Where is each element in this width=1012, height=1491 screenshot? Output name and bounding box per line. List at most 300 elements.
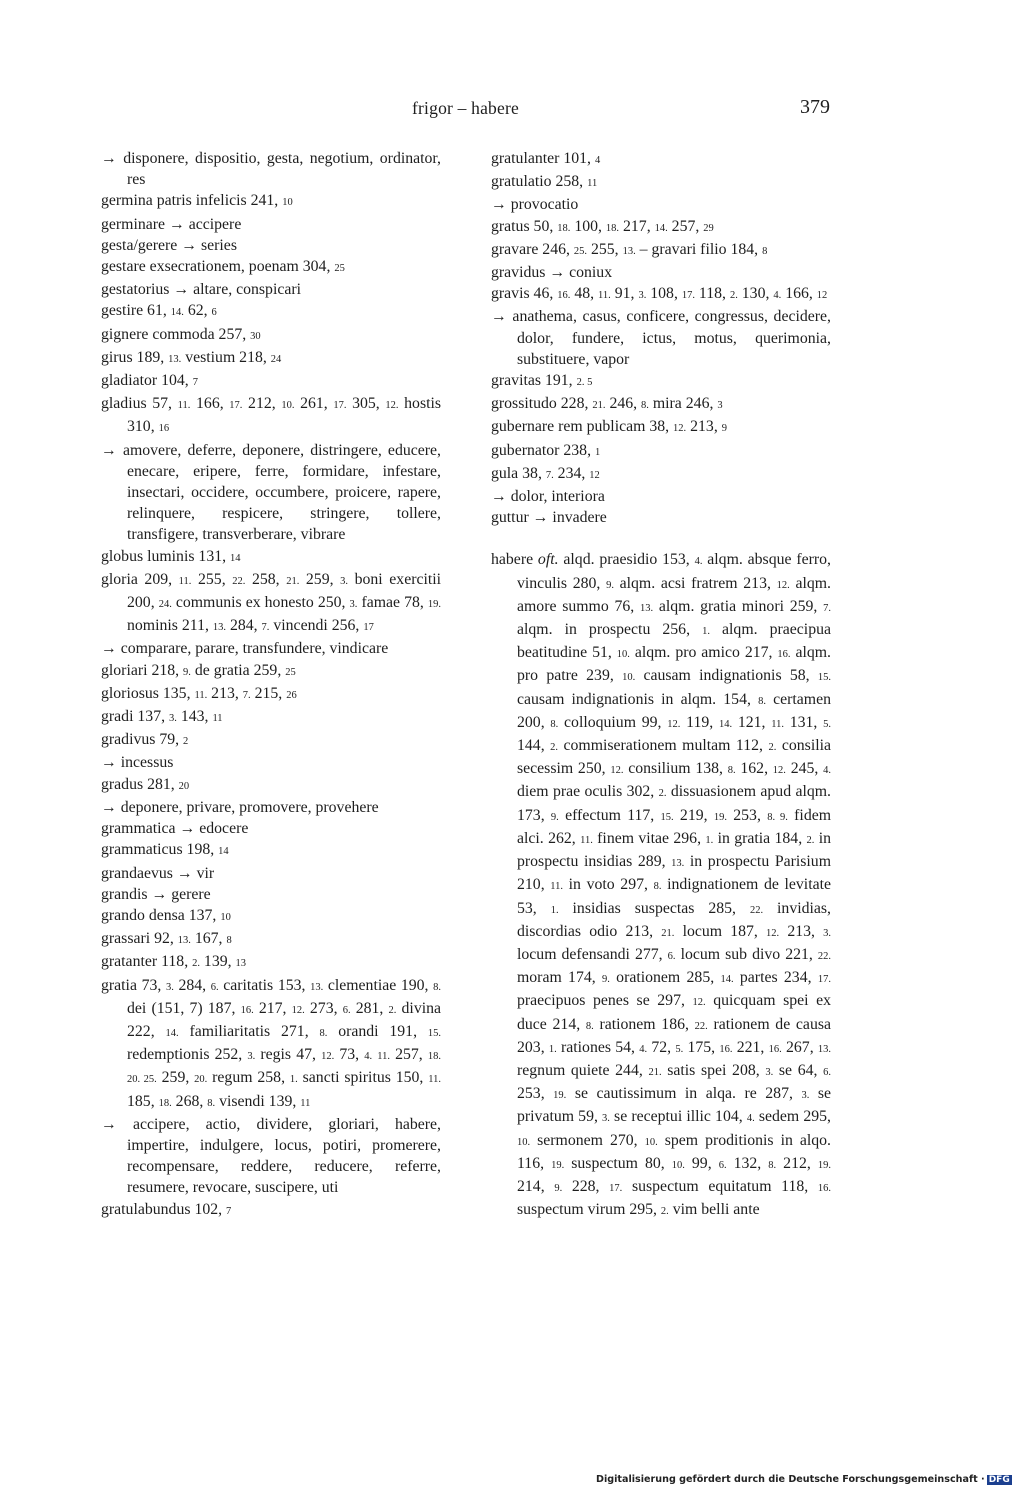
entry-text: nominis 211, <box>127 617 213 635</box>
entry-text: alqd. praesidio 153, <box>558 551 695 569</box>
line-reference: 13. <box>817 1043 832 1055</box>
entry-text: alqm. pro amico 217, <box>629 644 778 662</box>
index-entry <box>101 546 441 569</box>
entry-text: grandis → gerere <box>101 885 211 903</box>
line-reference: 8. 9. <box>767 811 788 823</box>
entry-text: causam indignationis in alqm. 154, <box>517 690 759 708</box>
line-reference: 21. <box>286 575 300 587</box>
line-reference: 3. <box>340 575 349 587</box>
entry-text: se privatum 59, <box>517 1085 832 1126</box>
entry-text: gignere commoda 257, <box>101 325 251 343</box>
entry-text: gubernare rem publicam 38, <box>491 418 674 436</box>
entry-text: in prospectu insidias 289, <box>517 829 831 871</box>
index-entry <box>491 463 831 486</box>
line-reference: 6 <box>211 307 217 319</box>
entry-text: 162, <box>735 760 773 778</box>
line-reference: 2. 5 <box>576 377 593 389</box>
entry-text: grammatica → edocere <box>101 820 249 838</box>
entry-text: gravis 46, <box>491 285 558 303</box>
line-reference: 18. 20. 25. <box>127 1051 441 1086</box>
line-reference: 6. <box>342 1004 351 1016</box>
entry-text: 213, <box>207 684 243 702</box>
line-reference: 12. <box>321 1051 335 1063</box>
line-reference: 29 <box>703 222 714 234</box>
line-reference: 4. <box>639 1043 648 1055</box>
entry-text: se cautissimum in alqa. re 287, <box>566 1085 802 1103</box>
entry-text: 91, <box>610 285 639 303</box>
entry-text: rationes 54, <box>556 1038 640 1056</box>
index-entry <box>491 262 831 283</box>
entry-text: 62, <box>183 302 212 320</box>
index-entry <box>101 324 441 347</box>
entry-text: gloriari 218, <box>101 661 184 679</box>
index-entry <box>491 507 831 528</box>
line-reference: 8. <box>768 1159 777 1171</box>
line-reference: 17 <box>363 622 374 634</box>
entry-text: se receptui illic 104, <box>609 1108 747 1126</box>
entry-text: 228, <box>562 1177 610 1195</box>
line-reference: 30 <box>250 330 261 342</box>
line-reference: 12 <box>816 290 828 302</box>
entry-text: alqm. amore summo 76, <box>517 574 831 615</box>
running-head: frigor – habere <box>412 98 519 118</box>
entry-text: causam indignationis 58, <box>635 667 818 685</box>
entry-text: mira 246, <box>648 395 718 413</box>
entry-text: orationem 285, <box>609 969 721 987</box>
index-entry <box>101 660 441 683</box>
entry-text: gladiator 104, <box>101 372 193 390</box>
entry-text: 118, <box>694 285 730 303</box>
line-reference: 14. <box>720 974 734 986</box>
entry-text: regis 47, <box>255 1046 322 1064</box>
index-entry <box>101 214 441 235</box>
index-entry <box>491 549 831 1222</box>
entry-text: in voto 297, <box>563 876 654 894</box>
entry-text: effectum 117, <box>558 806 661 824</box>
line-reference: 1 <box>594 446 601 458</box>
entry-text: 268, <box>171 1092 208 1110</box>
entry-text: 214, <box>517 1177 555 1195</box>
entry-text: gloria 209, <box>101 570 179 588</box>
dfg-logo: DFG <box>988 1475 1010 1485</box>
entry-text: orandi 191, <box>327 1022 428 1040</box>
entry-text: 221, <box>732 1038 769 1056</box>
line-reference: 2. <box>768 742 777 754</box>
line-reference: 2. <box>192 958 200 970</box>
entry-text: 131, <box>783 713 824 731</box>
entry-text: de gratia 259, <box>190 661 286 679</box>
entry-text: redemptionis 252, <box>127 1046 248 1064</box>
entry-text: 121, <box>732 713 772 731</box>
index-column-left <box>101 148 441 1222</box>
entry-text: 215, <box>250 684 287 702</box>
line-reference: 15. <box>817 672 832 684</box>
line-reference: 11. <box>178 575 192 587</box>
entry-text: oft. <box>537 551 559 569</box>
index-entry <box>101 774 441 797</box>
line-reference: 25. <box>573 245 588 257</box>
entry-text: → amovere, deferre, deponere, distringere, educere, enecare, eripere, ferre, formidare, infestare, insectari, occidere, occumbere, proicere, rapere, relinquere, respicere, stringere, tollere, transfigere, transverberare, vibrare <box>101 441 441 544</box>
line-reference: 16. <box>557 290 571 302</box>
entry-text: grammaticus 198, <box>101 841 219 859</box>
entry-text: familiaritatis 271, <box>178 1022 320 1040</box>
line-reference: 16. <box>817 1182 832 1194</box>
line-reference: 8. <box>758 695 766 707</box>
entry-text: 166, <box>781 285 817 303</box>
line-reference: 10. <box>671 1159 685 1171</box>
line-reference: 25 <box>334 263 345 275</box>
entry-text: rationem 186, <box>593 1015 695 1033</box>
line-reference: 1. <box>548 1043 557 1055</box>
line-reference: 6. <box>718 1159 727 1171</box>
line-reference: 8. <box>319 1027 328 1039</box>
entry-text: communis ex honesto 250, <box>171 594 350 612</box>
index-entry <box>101 797 441 818</box>
line-reference: 3. <box>638 290 647 302</box>
entry-text: regnum quiete 244, <box>517 1061 649 1079</box>
entry-text: gloriosus 135, <box>101 684 195 702</box>
entry-text: sancti spiritus 150, <box>297 1069 429 1087</box>
entry-text: → incessus <box>101 754 174 772</box>
index-entry <box>101 905 441 928</box>
entry-text: hostis 310, <box>127 395 442 436</box>
line-reference: 2. <box>806 834 815 846</box>
entry-text: 108, <box>646 285 682 303</box>
entry-text: 305, <box>346 395 386 413</box>
line-reference: 7. <box>823 602 831 614</box>
line-reference: 6. <box>823 1066 831 1078</box>
entry-text: gratia 73, <box>101 976 166 994</box>
line-reference: 8. <box>727 765 736 777</box>
index-entry <box>101 928 441 951</box>
line-reference: 14. <box>165 1027 179 1039</box>
entry-text: 219, <box>673 806 714 824</box>
entry-text: → deponere, privare, promovere, provehere <box>101 798 379 816</box>
line-reference: 16. <box>240 1004 254 1016</box>
entry-text: alqm. in prospectu 256, <box>517 621 703 639</box>
line-reference: 18. <box>557 222 571 234</box>
entry-text: alqm. absque ferro, vinculis 280, <box>517 551 831 592</box>
entry-text: spem proditionis in alqo. 116, <box>517 1131 832 1172</box>
line-reference: 19. <box>817 1159 831 1171</box>
entry-text: 99, <box>684 1154 719 1172</box>
line-reference: 14. <box>170 307 184 319</box>
entry-text: 258, <box>245 570 287 588</box>
line-reference: 14 <box>230 552 241 564</box>
line-reference: 13. <box>622 245 636 257</box>
entry-text: 253, <box>517 1085 554 1103</box>
line-reference: 12. <box>667 718 681 730</box>
entry-text: sedem 295, <box>754 1108 831 1126</box>
line-reference: 11. <box>194 689 208 701</box>
entry-text: gratulatio 258, <box>491 173 588 191</box>
entry-text: → anathema, casus, conficere, congressus, decidere, dolor, fundere, ictus, motus, querimonia, substituere, vapor <box>491 308 831 368</box>
line-reference: 8. <box>550 718 559 730</box>
line-reference: 20. <box>194 1074 208 1086</box>
index-entry <box>101 393 441 439</box>
entry-text: 166, <box>190 395 230 413</box>
entry-text: clementiae 190, <box>323 976 434 994</box>
entry-text: 245, <box>785 760 824 778</box>
entry-text: 217, <box>619 217 655 235</box>
line-reference: 16. <box>719 1043 733 1055</box>
index-entry <box>101 370 441 393</box>
entry-text: 267, <box>781 1038 818 1056</box>
entry-text: 132, <box>726 1154 769 1172</box>
index-entry <box>491 440 831 463</box>
line-reference: 7 <box>226 1205 232 1217</box>
index-entry <box>101 279 441 300</box>
line-reference: 11. <box>550 881 564 893</box>
entry-text: visendi 139, <box>215 1092 301 1110</box>
index-entry <box>101 863 441 884</box>
line-reference: 17. <box>229 400 243 412</box>
entry-text: 130, <box>737 285 774 303</box>
line-reference: 10. <box>644 1136 658 1148</box>
line-reference: 11. <box>598 290 611 302</box>
line-reference: 11. <box>377 1051 390 1063</box>
entry-text: gradus 281, <box>101 775 179 793</box>
entry-text: locum 187, <box>674 922 767 940</box>
index-entry <box>101 300 441 323</box>
index-column-right <box>491 148 831 1222</box>
index-entry <box>491 393 831 416</box>
entry-text: gradi 137, <box>101 708 170 726</box>
line-reference: 22. <box>232 575 246 587</box>
line-reference: 8. <box>207 1097 216 1109</box>
line-reference: 7 <box>192 377 198 389</box>
entry-text: 259, <box>299 570 341 588</box>
line-reference: 10. <box>517 1136 531 1148</box>
index-entry <box>101 752 441 773</box>
line-reference: 10 <box>282 197 293 209</box>
entry-text: 234, <box>553 464 590 482</box>
entry-text: divina 222, <box>127 999 442 1040</box>
line-reference: 12. <box>692 997 706 1009</box>
entry-text: germina patris infelicis 241, <box>101 192 283 210</box>
entry-text: gravitas 191, <box>491 372 577 390</box>
line-reference: 12. <box>772 765 786 777</box>
entry-text: gestare exsecrationem, poenam 304, <box>101 258 335 276</box>
entry-text: 281, <box>350 999 389 1017</box>
entry-text: praecipuos penes se 297, <box>517 992 693 1010</box>
line-reference: 11 <box>212 713 223 725</box>
line-reference: 3. <box>602 1113 610 1125</box>
index-entry <box>491 148 831 171</box>
line-reference: 20 <box>178 780 190 792</box>
line-reference: 1. <box>702 626 710 638</box>
line-reference: 18. <box>158 1097 172 1109</box>
line-reference: 12 <box>589 469 600 481</box>
index-entry <box>101 638 441 659</box>
line-reference: 11. <box>428 1074 442 1086</box>
entry-text: gratulabundus 102, <box>101 1200 227 1218</box>
index-entry <box>491 239 831 262</box>
entry-text: fidem alci. 262, <box>517 806 832 847</box>
line-reference: 3. <box>169 713 177 725</box>
entry-text: → accipere, actio, dividere, gloriari, habere, impertire, indulgere, locus, potiri, promerere, recompensare, reddere, reducere, referre, resumere, revocare, suscipere, uti <box>101 1115 441 1197</box>
line-reference: 12. <box>776 579 790 591</box>
entry-text: regum 258, <box>207 1069 290 1087</box>
line-reference: 10. <box>622 672 636 684</box>
index-entry <box>101 190 441 213</box>
entry-text: gestatorius → altare, conspicari <box>101 281 302 299</box>
entry-text: 185, <box>127 1092 159 1110</box>
line-reference: 7. <box>261 622 270 634</box>
entry-text: famae 78, <box>357 594 428 612</box>
line-reference: 13. <box>168 353 182 365</box>
index-entry <box>491 306 831 370</box>
entry-text: 144, <box>517 737 551 755</box>
line-reference: 17. <box>817 974 831 986</box>
entry-text: 213, <box>686 418 722 436</box>
entry-text: commiserationem multam 112, <box>558 737 769 755</box>
entry-text: quicquam spei ex duce 214, <box>517 992 831 1033</box>
entry-text: grassari 92, <box>101 930 178 948</box>
index-entry <box>101 951 441 974</box>
line-reference: 17. <box>609 1182 623 1194</box>
line-reference: 13. <box>639 602 654 614</box>
line-reference: 11. <box>580 834 593 846</box>
line-reference: 12. <box>610 765 624 777</box>
entry-text: germinare → accipere <box>101 215 242 233</box>
entry-text: vincendi 256, <box>269 617 364 635</box>
line-reference: 3 <box>717 400 723 412</box>
entry-text: gradivus 79, <box>101 731 184 749</box>
entry-text: girus 189, <box>101 348 169 366</box>
line-reference: 8. <box>585 1020 594 1032</box>
entry-text: gravare 246, <box>491 240 574 258</box>
entry-text: 212, <box>242 395 282 413</box>
line-reference: 3. <box>765 1066 774 1078</box>
line-reference: 22. <box>694 1020 708 1032</box>
entry-text: dei (151, 7) 187, <box>127 999 241 1017</box>
line-reference: 2. <box>660 1206 669 1218</box>
entry-text: partes 234, <box>733 969 818 987</box>
line-reference: 16 <box>158 423 170 435</box>
line-reference: 3. <box>801 1090 810 1102</box>
entry-text: insidias suspectas 285, <box>558 899 750 917</box>
line-reference: 19. <box>551 1159 565 1171</box>
line-reference: 4. <box>773 290 782 302</box>
index-entry <box>101 1114 441 1199</box>
entry-text: guttur → invadere <box>491 509 607 527</box>
line-reference: 25 <box>285 666 296 678</box>
line-reference: 21. <box>661 927 675 939</box>
line-reference: 2. <box>658 788 667 800</box>
index-entry <box>101 839 441 862</box>
line-reference: 16. <box>777 649 791 661</box>
line-reference: 21. <box>648 1066 662 1078</box>
entry-text: habere <box>491 551 538 569</box>
line-reference: 19. <box>427 599 441 611</box>
entry-text: gravidus → coniux <box>491 264 613 282</box>
entry-text: gladius 57, <box>101 395 178 413</box>
index-entry <box>491 171 831 194</box>
entry-text: 253, <box>726 806 768 824</box>
line-reference: 17. <box>681 290 695 302</box>
line-reference: 10 <box>220 911 231 923</box>
entry-text: certamen 200, <box>517 690 831 731</box>
line-reference: 24 <box>270 353 282 365</box>
line-reference: 8 <box>226 935 232 947</box>
line-reference: 2 <box>183 736 189 748</box>
line-reference: 10. <box>616 649 630 661</box>
line-reference: 8 <box>762 245 768 257</box>
line-reference: 6. <box>210 981 219 993</box>
entry-text: consilium 138, <box>623 760 728 778</box>
entry-text: boni exercitii 200, <box>127 570 442 612</box>
line-reference: 4. <box>746 1113 755 1125</box>
entry-text: 212, <box>776 1154 818 1172</box>
entry-text: indignationem de levitate 53, <box>517 876 831 917</box>
entry-text: grossitudo 228, <box>491 395 593 413</box>
entry-text: 259, <box>156 1069 195 1087</box>
line-reference: 2. <box>729 290 738 302</box>
entry-text: 143, <box>176 708 213 726</box>
line-reference: 9. <box>606 579 614 591</box>
line-reference: 12. <box>291 1004 305 1016</box>
line-reference: 24. <box>158 599 172 611</box>
entry-text: moram 174, <box>517 969 602 987</box>
line-reference: 9. <box>554 1182 563 1194</box>
entry-text: gratanter 118, <box>101 953 193 971</box>
entry-text: → dolor, interiora <box>491 488 605 506</box>
entry-text: 261, <box>294 395 334 413</box>
entry-text: alqm. gratia minori 259, <box>653 597 824 615</box>
line-reference: 11. <box>771 718 784 730</box>
line-reference: 13 <box>235 958 247 970</box>
entry-text: gubernator 238, <box>491 441 595 459</box>
line-reference: 4. <box>694 556 703 568</box>
entry-text: diem prae oculis 302, <box>517 783 659 801</box>
index-entry <box>491 283 831 306</box>
line-reference: 13. <box>671 858 685 870</box>
entry-text: 257, <box>667 217 704 235</box>
entry-text: gestire 61, <box>101 302 171 320</box>
index-entry <box>101 818 441 839</box>
line-reference: 13. <box>310 981 324 993</box>
index-entry <box>101 148 441 190</box>
page-number: 379 <box>800 96 830 118</box>
line-reference: 15. <box>427 1027 441 1039</box>
entry-text: locum defensandi 277, <box>517 945 668 963</box>
entry-text: 167, <box>190 930 227 948</box>
entry-text: 100, <box>570 217 606 235</box>
entry-text: locum sub divo 221, <box>675 945 818 963</box>
line-reference: 3. <box>349 599 358 611</box>
entry-text: 213, <box>779 922 824 940</box>
entry-text: vestium 218, <box>181 348 271 366</box>
line-reference: 19. <box>553 1090 567 1102</box>
line-reference: 8. <box>641 400 649 412</box>
line-reference: 14. <box>654 222 668 234</box>
line-reference: 11. <box>177 400 191 412</box>
entry-text: gratus 50, <box>491 217 558 235</box>
line-reference: 3. <box>823 927 831 939</box>
index-entry <box>491 216 831 239</box>
line-reference: 21. <box>592 400 606 412</box>
entry-text: 284, <box>173 976 211 994</box>
index-entry <box>101 256 441 279</box>
line-reference: 1. <box>705 834 714 846</box>
footer-credit-text: Digitalisierung gefördert durch die Deutsche Forschungsgemeinschaft · <box>596 1474 985 1485</box>
page-header <box>0 98 1000 124</box>
line-reference: 5. <box>675 1043 684 1055</box>
entry-text: invidias, discordias odio 213, <box>517 899 831 940</box>
line-reference: 16. <box>768 1043 782 1055</box>
entry-text: 255, <box>191 570 233 588</box>
